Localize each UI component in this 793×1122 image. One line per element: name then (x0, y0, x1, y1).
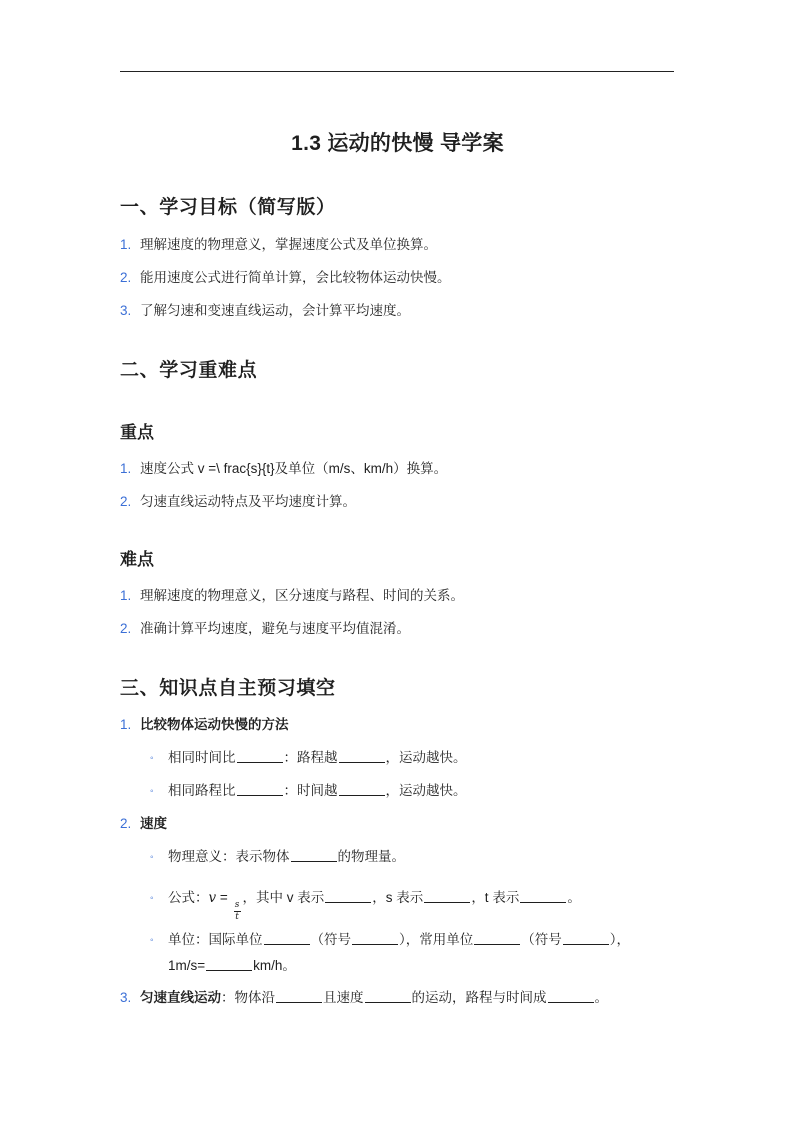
list-item (120, 301, 410, 321)
sub-list-item (150, 888, 581, 922)
sub-list-item (150, 930, 630, 951)
fill-text: ），常用单位 (399, 932, 474, 947)
list-item (120, 715, 289, 735)
fraction-denominator: t (235, 912, 239, 922)
list-number: 2. (120, 270, 132, 285)
fill-blank[interactable] (365, 990, 411, 1003)
circle-bullet-icon: ◦ (150, 852, 154, 863)
fill-text: 的运动，路程与时间成 (411, 990, 547, 1005)
fill-blank[interactable] (520, 890, 566, 903)
list-text: 准确计算平均速度，避免与速度平均值混淆。 (140, 621, 410, 636)
list-text: 匀速直线运动特点及平均速度计算。 (140, 494, 356, 509)
list-text: 了解匀速和变速直线运动，会计算平均速度。 (140, 303, 410, 318)
section2-heading: 二、学习重难点 (120, 360, 258, 381)
fill-text: 相同路程比 (168, 783, 236, 798)
list-text: 理解速度的物理意义，掌握速度公式及单位换算。 (140, 237, 437, 252)
list-item (120, 492, 356, 512)
list-item (120, 814, 167, 834)
fill-text: 公式： (168, 890, 209, 905)
list-number: 2. (120, 621, 132, 636)
sub-list-item (150, 847, 405, 868)
formula-v: v (208, 890, 217, 906)
fill-text: （符号 (310, 932, 351, 947)
list-item (120, 619, 410, 639)
fill-text: ）， (609, 932, 630, 947)
fill-text: km/h。 (253, 958, 296, 973)
list-number: 1. (120, 588, 132, 603)
list-item (120, 988, 608, 1008)
fill-text: 且速度 (323, 990, 364, 1005)
fill-blank[interactable] (563, 932, 609, 945)
list-item (120, 235, 437, 255)
fill-text: ：路程越 (283, 750, 338, 765)
sub-list-continuation (168, 956, 296, 976)
fill-text: ，其中 v 表示 (242, 890, 325, 905)
fill-text: 。 (567, 890, 581, 905)
formula-equals: = (216, 890, 232, 905)
list-label: 速度 (140, 816, 167, 831)
fill-text: ，s 表示 (372, 890, 424, 905)
fill-blank[interactable] (264, 932, 310, 945)
sub-list-item (150, 781, 467, 802)
fill-text: ：物体沿 (221, 990, 275, 1005)
fill-text: ，t 表示 (471, 890, 520, 905)
fill-text: 。 (594, 990, 608, 1005)
formula-fraction (234, 901, 241, 922)
fill-blank[interactable] (548, 990, 594, 1003)
circle-bullet-icon: ◦ (150, 753, 154, 764)
sub-list-item (150, 748, 467, 769)
page-title: 1.3 运动的快慢 导学案 (291, 132, 504, 155)
fill-text: ，运动越快。 (385, 750, 467, 765)
fill-text: 相同时间比 (168, 750, 236, 765)
list-number: 1. (120, 717, 132, 732)
circle-bullet-icon: ◦ (150, 935, 154, 946)
fill-text: 1m/s= (168, 958, 206, 973)
fill-text: ，运动越快。 (385, 783, 467, 798)
list-item (120, 268, 451, 288)
section3-heading: 三、知识点自主预习填空 (120, 678, 336, 699)
list-text: 理解速度的物理意义，区分速度与路程、时间的关系。 (140, 588, 464, 603)
difficult-points-heading: 难点 (120, 550, 154, 569)
fill-blank[interactable] (237, 783, 283, 796)
fill-blank[interactable] (424, 890, 470, 903)
list-item (120, 586, 464, 606)
fill-blank[interactable] (352, 932, 398, 945)
list-number: 3. (120, 303, 132, 318)
fill-blank[interactable] (291, 849, 337, 862)
fraction-numerator: s (234, 900, 240, 910)
fill-text: 单位：国际单位 (168, 932, 263, 947)
fill-blank[interactable] (325, 890, 371, 903)
circle-bullet-icon: ◦ (150, 786, 154, 797)
fill-blank[interactable] (237, 750, 283, 763)
fill-text: （符号 (521, 932, 562, 947)
list-label: 比较物体运动快慢的方法 (140, 717, 289, 732)
list-number: 1. (120, 237, 132, 252)
fill-text: ：时间越 (283, 783, 338, 798)
fill-blank[interactable] (206, 958, 252, 971)
fill-text: 物理意义：表示物体 (168, 849, 290, 864)
list-text: 能用速度公式进行简单计算，会比较物体运动快慢。 (140, 270, 451, 285)
section1-heading: 一、学习目标（简写版） (120, 197, 336, 218)
list-number: 2. (120, 816, 132, 831)
list-item (120, 459, 447, 479)
list-number: 1. (120, 461, 132, 476)
circle-bullet-icon: ◦ (150, 893, 154, 904)
fill-blank[interactable] (339, 750, 385, 763)
fill-text: 的物理量。 (337, 849, 405, 864)
list-number: 2. (120, 494, 132, 509)
fill-blank[interactable] (339, 783, 385, 796)
key-points-heading: 重点 (120, 423, 154, 442)
fill-blank[interactable] (276, 990, 322, 1003)
list-text: 速度公式 v =\ frac{s}{t}及单位（m/s、km/h）换算。 (140, 461, 448, 476)
list-label: 匀速直线运动 (140, 990, 221, 1005)
header-rule (120, 71, 674, 72)
list-number: 3. (120, 990, 132, 1005)
fill-blank[interactable] (474, 932, 520, 945)
